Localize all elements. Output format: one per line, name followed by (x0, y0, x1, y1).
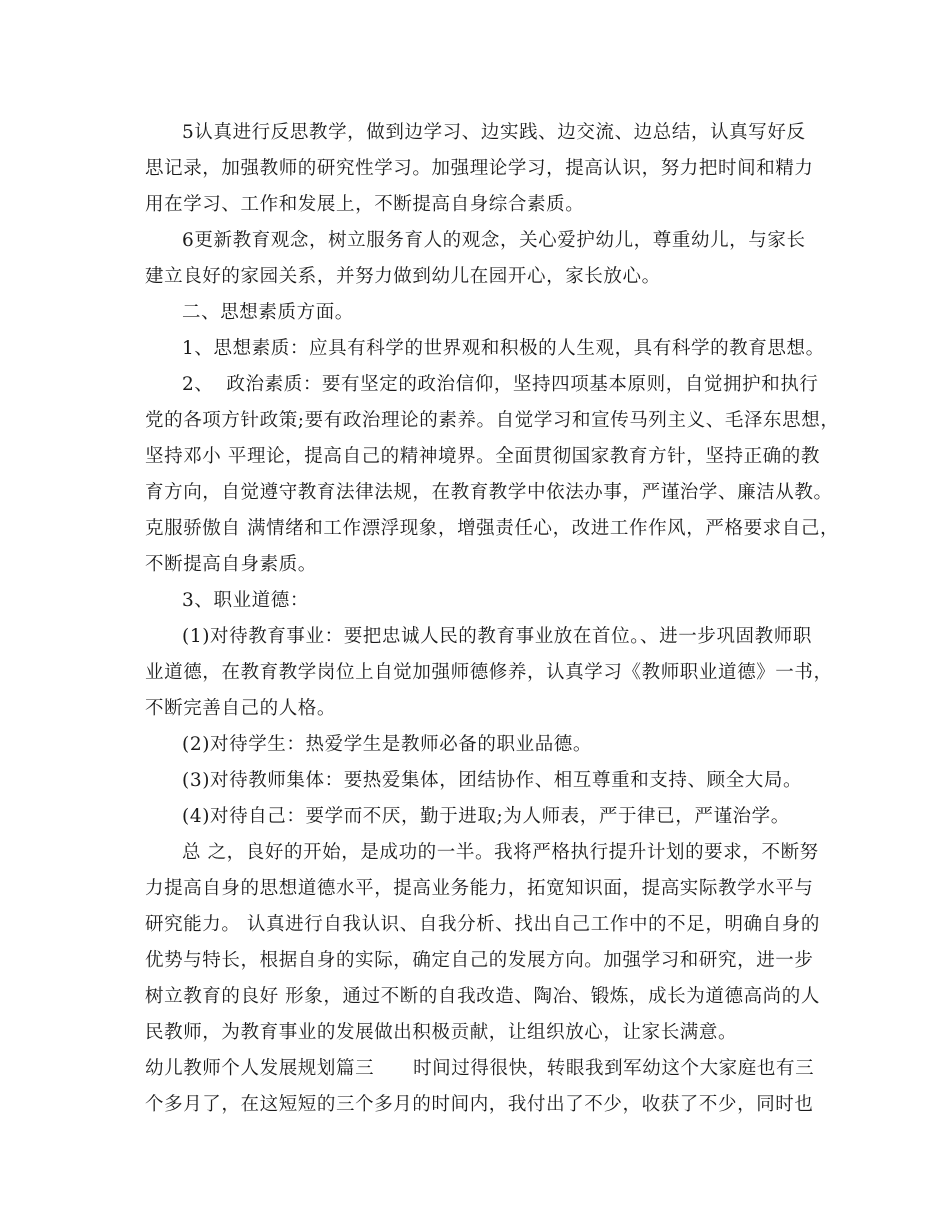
paragraph-line: 5认真进行反思教学，做到边学习、边实践、边交流、边总结，认真写好反 (182, 122, 806, 143)
paragraph-line: 2、 政治素质：要有坚定的政治信仰，坚持四项基本原则，自觉拥护和执行 (182, 374, 819, 395)
paragraph-line: 坚持邓小 平理论，提高自己的精神境界。全面贯彻国家教育方针，坚持正确的教 (145, 446, 820, 467)
paragraph-line: 研究能力。 认真进行自我认识、自我分析、找出自己工作中的不足，明确自身的 (145, 914, 820, 935)
paragraph-line: 思记录，加强教师的研究性学习。加强理论学习，提高认识，努力把时间和精力 (145, 158, 814, 179)
paragraph-line: 个多月了，在这短短的三个多月的时间内，我付出了不少，收获了不少，同时也 (145, 1094, 814, 1115)
paragraph-line: 总 之，良好的开始，是成功的一半。我将严格执行提升计划的要求，不断努 (182, 842, 819, 863)
paragraph-line: 1、思想素质：应具有科学的世界观和积极的人生观，具有科学的教育思想。 (182, 338, 825, 359)
paragraph-line: 优势与特长，根据自身的实际，确定自己的发展方向。加强学习和研究，进一步 (145, 950, 814, 971)
chapter-title-line: 幼儿教师个人发展规划篇三 时间过得很快，转眼我到军幼这个大家庭也有三 (145, 1058, 815, 1079)
paragraph-line: 用在学习、工作和发展上，不断提高自身综合素质。 (145, 194, 585, 215)
paragraph-line: 建立良好的家园关系，并努力做到幼儿在园开心，家长放心。 (145, 266, 661, 287)
paragraph-line: 6更新教育观念，树立服务育人的观念，关心爱护幼儿，尊重幼儿，与家长 (182, 230, 806, 251)
paragraph-line: 不断完善自己的人格。 (145, 698, 337, 719)
paragraph-line: (4)对待自己：要学而不厌，勤于进取;为人师表，严于律已，严谨治学。 (182, 806, 790, 827)
paragraph-line: 力提高自身的思想道德水平，提高业务能力，拓宽知识面，提高实际教学水平与 (145, 878, 814, 899)
paragraph-line: (3)对待教师集体：要热爱集体，团结协作、相互尊重和支持、顾全大局。 (182, 770, 803, 791)
paragraph-line: 民教师，为教育事业的发展做出积极贡献，让组织放心，让家长满意。 (145, 1022, 738, 1043)
paragraph-line: (2)对待学生：热爱学生是教师必备的职业品德。 (182, 734, 593, 755)
paragraph-line: 育方向，自觉遵守教育法律法规，在教育教学中依法办事，严谨治学、廉洁从教。 (145, 482, 833, 503)
paragraph-line: 党的各项方针政策;要有政治理论的素养。自觉学习和宣传马列主义、毛泽东思想， (145, 410, 840, 431)
paragraph-line: (1)对待教育事业：要把忠诚人民的教育事业放在首位。、进一步巩固教师职 (182, 626, 812, 647)
paragraph-line: 树立教育的良好 形象，通过不断的自我改造、陶冶、锻炼，成长为道德高尚的人 (145, 986, 820, 1007)
section-heading: 二、思想素质方面。 (182, 302, 354, 323)
paragraph-line: 业道德，在教育教学岗位上自觉加强师德修养，认真学习《教师职业道德》一书， (145, 662, 833, 683)
subsection-heading: 3、职业道德： (182, 590, 309, 611)
paragraph-line: 不断提高自身素质。 (145, 554, 317, 575)
paragraph-line: 克服骄傲自 满情绪和工作漂浮现象，增强责任心，改进工作作风，严格要求自己， (145, 518, 840, 539)
